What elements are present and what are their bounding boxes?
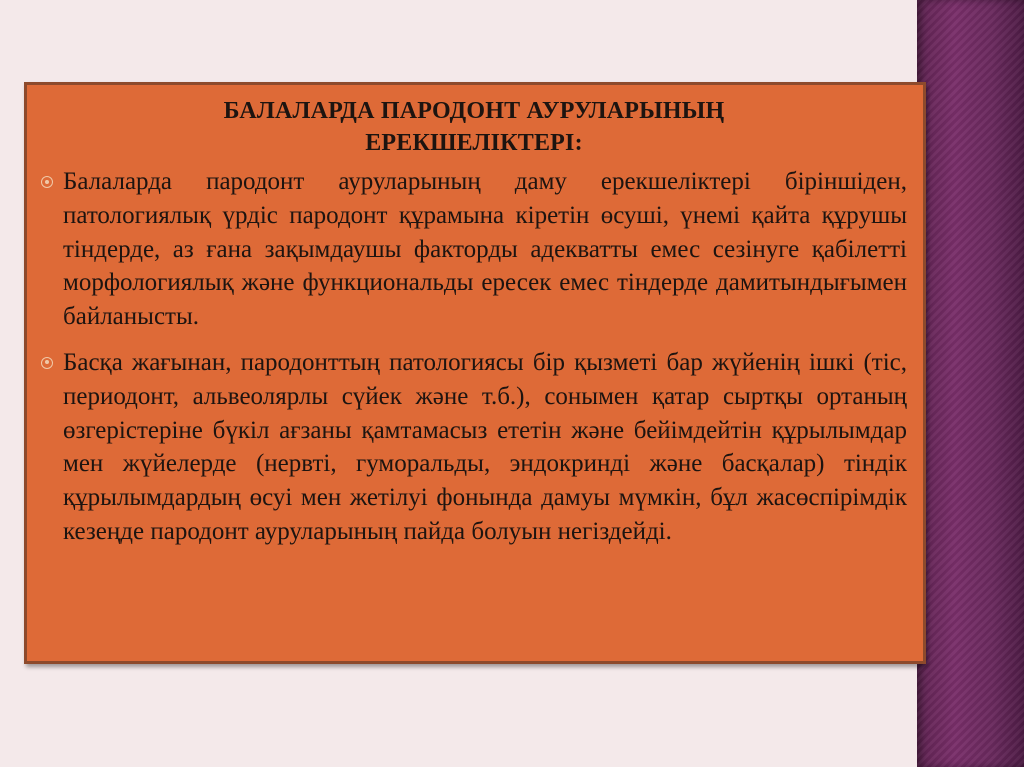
slide-title — [41, 95, 907, 159]
bullet-item-1 — [41, 165, 907, 334]
circle-bullet-icon — [41, 176, 53, 188]
title-line-2: ЕРЕКШЕЛІКТЕРІ: — [365, 130, 583, 156]
decorative-side-band — [917, 0, 1024, 767]
content-box — [24, 82, 926, 664]
bullet-text-1: Балаларда пародонт ауруларының даму ерекшеліктері біріншіден, патологиялық үрдіс пародонт құрамына кіретін өсуші, үнемі қайта құрушы тіндерде, аз ғана зақымдаушы факторды адекватты емес сезінуге қабілетті морфологиялық және функциональды ересек емес тіндерде дамитындығымен байланысты. — [63, 168, 907, 331]
title-line-1: БАЛАЛАРДА ПАРОДОНТ АУРУЛАРЫНЫҢ — [223, 98, 725, 124]
bullet-item-2 — [41, 346, 907, 549]
bullet-text-2: Басқа жағынан, пародонттың патологиясы бір қызметі бар жүйенің ішкі (тіс, периодонт, альвеолярлы сүйек және т.б.), сонымен қатар сыртқы ортаның өзгерістеріне бүкіл ағзаны қамтамасыз ететін және бейімдейтін құрылымдар мен жүйелерде (нервті, гуморальды, эндокринді және басқалар) тіндік құрылымдардың өсуі мен жетілуі фонында дамуы мүмкін, бұл жасөспірімдік кезеңде пародонт ауруларының пайда болуын негіздейді. — [63, 348, 907, 545]
circle-bullet-icon — [41, 357, 53, 369]
